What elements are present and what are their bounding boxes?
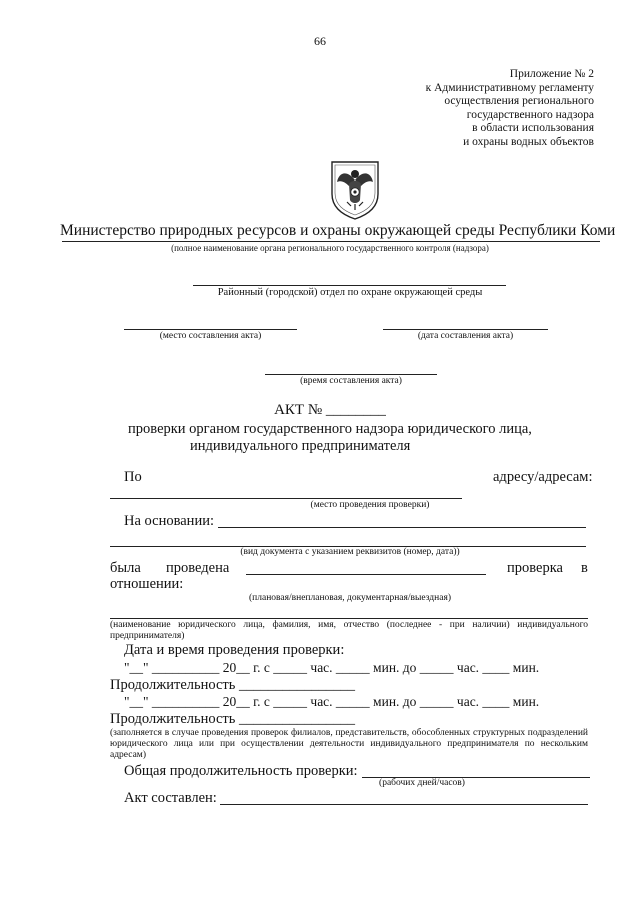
department-label: Районный (городской) отдел по охране окружающей среды <box>217 287 483 298</box>
entity-line[interactable] <box>110 618 588 619</box>
place-caption: (место составления акта) <box>159 331 262 341</box>
page-number: 66 <box>314 34 326 48</box>
act-title: АКТ № ________ <box>274 402 386 418</box>
basis-caption: (вид документа с указанием реквизитов (номер, дата)) <box>240 547 460 557</box>
date-line[interactable] <box>383 329 548 330</box>
conducted-word-4: в <box>581 560 588 576</box>
time-line[interactable] <box>265 374 437 375</box>
appendix-line: осуществления регионального <box>444 95 594 108</box>
entity-caption: (наименование юридического лица, фамилия, имя, отчество (последнее - при наличии) индивидуального предпринимателя) <box>110 620 588 641</box>
address-right: адресу/адресам: <box>493 469 593 485</box>
ministry-underline <box>62 241 600 242</box>
act-subtitle-2: индивидуального предпринимателя <box>190 438 411 454</box>
composed-line[interactable] <box>220 804 588 805</box>
duration-1[interactable]: Продолжительность ________________ <box>110 677 356 693</box>
total-caption: (рабочих дней/часов) <box>379 778 465 788</box>
appendix-line: в области использования <box>472 122 594 135</box>
conducted-caption: (плановая/внеплановая, документарная/выездная) <box>249 593 451 603</box>
conducted-word-1: была <box>110 560 141 576</box>
composed-label: Акт составлен: <box>124 790 217 806</box>
place-line[interactable] <box>124 329 297 330</box>
address-left: По <box>124 469 142 485</box>
datetime-heading: Дата и время проведения проверки: <box>124 642 345 658</box>
ministry-caption: (полное наименование органа регионального государственного контроля (надзора) <box>171 243 489 253</box>
branches-note: (заполняется в случае проведения проверок филиалов, представительств, обособленных структурных подразделений юридического лица или при осуществлении деятельности индивидуального предпринимателя по нескольким адресам) <box>110 728 588 760</box>
appendix-block <box>426 68 594 150</box>
duration-2[interactable]: Продолжительность ________________ <box>110 711 356 727</box>
act-subtitle-1: проверки органом государственного надзора юридического лица, <box>128 421 532 437</box>
datetime-row-2[interactable]: "__" __________ 20__ г. с _____ час. _____ мин. до _____ час. ____ мин. <box>124 694 540 709</box>
address-line[interactable] <box>110 498 462 499</box>
appendix-line: Приложение № 2 <box>509 68 594 80</box>
appendix-line: к Административному регламенту <box>425 81 594 94</box>
total-label: Общая продолжительность проверки: <box>124 763 358 779</box>
basis-label: На основании: <box>124 513 214 529</box>
datetime-row-1[interactable]: "__" __________ 20__ г. с _____ час. _____ мин. до _____ час. ____ мин. <box>124 660 540 675</box>
appendix-line: и охраны водных объектов <box>463 135 594 148</box>
basis-line[interactable] <box>218 527 586 528</box>
coat-of-arms-komi-icon <box>329 160 381 220</box>
conducted-word-5: отношении: <box>110 576 184 592</box>
conducted-line[interactable] <box>246 574 486 575</box>
conducted-word-3: проверка <box>507 560 563 576</box>
date-caption: (дата составления акта) <box>417 331 514 341</box>
department-line <box>193 285 506 286</box>
time-caption: (время составления акта) <box>300 376 402 386</box>
ministry-name: Министерство природных ресурсов и охраны окружающей среды Республики Коми <box>60 222 616 239</box>
appendix-line: государственного надзора <box>466 108 594 121</box>
conducted-word-2: проведена <box>166 560 230 576</box>
address-caption: (место проведения проверки) <box>310 500 430 510</box>
